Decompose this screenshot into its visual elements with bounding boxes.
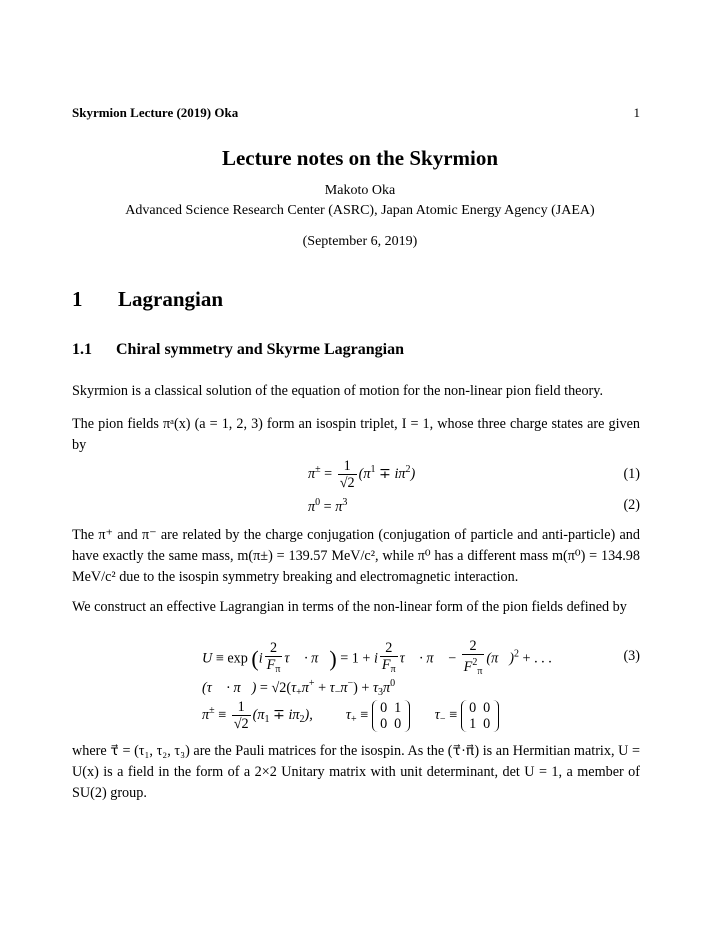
paragraph-4: We construct an effective Lagrangian in terms of the non-linear form of the pion fields defined by [72,599,627,615]
section-heading [72,287,223,312]
affiliation: Advanced Science Research Center (ASRC), Japan Atomic Energy Agency (JAEA) [125,203,595,218]
equation-number-1: (1) [623,466,640,482]
page-number: 1 [633,105,640,120]
equation-3: U ≡ exp (i $\frac{2}{F_\pi}$ τ⃗ · π⃗) = 1 + i $\frac{2}{F_\pi}$ τ⃗ · π⃗ − $\frac{2}{F^2_\pi}$ (π⃗)$^2$ + . . . [202,638,552,677]
paragraph-1: Skyrmion is a classical solution of the equation of motion for the non-linear pion field theory. [72,383,603,399]
matrix-tau-minus: 0 0 1 0 [461,700,499,732]
equation-2: $\pi^0 = \pi^3$ [308,497,348,515]
paragraph-2: The pion fields πᵃ(x) (a = 1, 2, 3) form an isospin triplet, I = 1, whose three charge states are given by [72,416,640,453]
paragraph-3: The π⁺ and π⁻ are related by the charge conjugation (conjugation of particle and anti-particle) and have exactly the same mass, m(π±) = 139.57 MeV/c², while π⁰ has a different mass m(π⁰) = 134.98 MeV/c² due to the isospin symmetry breaking and electromagnetic interaction. [72,527,640,585]
equation-number-2: (2) [623,497,640,513]
date: (September 6, 2019) [302,234,418,249]
equation-3-line-3: π± ≡ $\frac{1}{√2}$ $(\pi_1 \mp i\pi_2)$, $\tau_+ \equiv 0$ 1 0 0 $\tau_- \equiv 0$ 0 1 0 [202,699,499,732]
running-header: Skyrmion Lecture (2019) Oka [72,105,239,120]
paragraph-5: where τ⃗ = (τ₁, τ₂, τ₃) are the Pauli matrices for the isospin. As the (τ⃗·π⃗) is an Hermitian matrix, U = U(x) is a field in the form of a 2×2 Unitary matrix with unit determinant, det U = 1, a member of SU(2) group. [72,743,640,801]
matrix-tau-plus: 0 1 0 0 [372,700,410,732]
equation-3-line-2: (τ⃗ · π⃗) = $√2(\tau_+\pi^+ + \tau_-\pi^-) + \tau_3\pi^0$ [202,678,396,698]
equation-number-3: (3) [623,648,640,664]
subsection-number: 1.1 [72,341,92,358]
author: Makoto Oka [324,183,396,198]
subsection-heading [72,341,404,359]
section-title: Lagrangian [118,287,224,311]
section-number: 1 [72,287,83,311]
paper-title: Lecture notes on the Skyrmion [221,146,499,170]
equation-1: π± = $\frac{1}{√2}$ $(\pi^1 \mp i\pi^2)$ [308,458,416,491]
subsection-title: Chiral symmetry and Skyrme Lagrangian [116,341,404,358]
